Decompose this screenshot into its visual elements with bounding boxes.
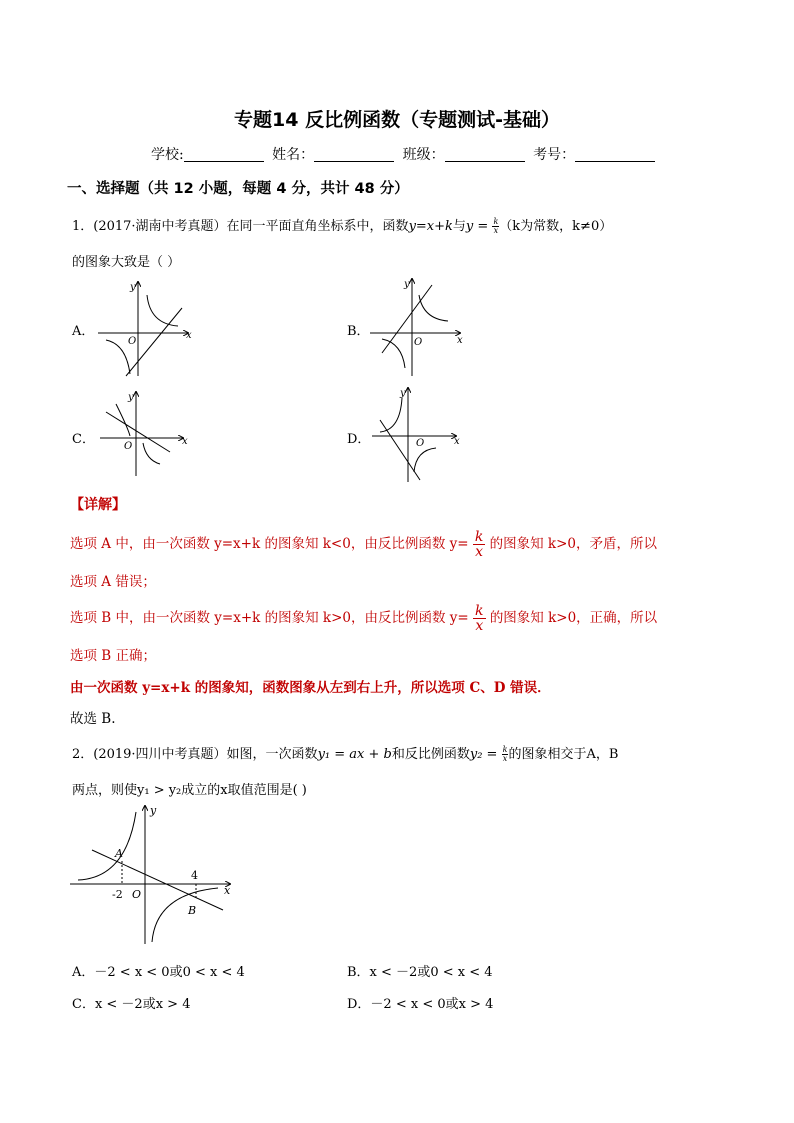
hyperbola-branch-1 <box>419 295 448 321</box>
detail-line-5: 由一次函数 y=x+k 的图象知，函数图象从左到右上升，所以选项 C、D 错误． <box>70 680 551 696</box>
q1-option-c-label[interactable]: C． <box>72 432 95 447</box>
school-label: 学校: <box>151 147 184 163</box>
question-1-line-2: 的图象大致是（ ） <box>72 255 181 270</box>
page-title: 专题14 反比例函数（专题测试-基础） <box>234 109 560 131</box>
hyperbola-branch-2 <box>414 448 436 472</box>
origin-label: O <box>124 441 133 452</box>
hyperbola-branch-1 <box>380 398 402 432</box>
q2-option-c[interactable]: C．x < －2或x > 4 <box>72 997 191 1012</box>
q1-graph-d[interactable] <box>370 384 465 484</box>
school-field[interactable] <box>184 147 264 162</box>
frac-den: x <box>475 544 484 560</box>
q1-graph-c[interactable] <box>98 388 193 478</box>
point-a-label: A <box>115 847 123 860</box>
x-label: x <box>186 330 192 341</box>
hyperbola-branch-2 <box>382 339 405 368</box>
question-1-line-1 <box>72 215 612 235</box>
detail-line-6: 故选 B. <box>70 711 116 727</box>
origin-label: O <box>128 336 137 347</box>
student-info-line <box>151 144 659 164</box>
q1-graph-a[interactable] <box>96 278 196 378</box>
q2-frac-den: x <box>502 754 508 763</box>
origin-label: O <box>414 337 423 348</box>
q2-text: 2．(2019·四川中考真题）如图，一次函数 <box>72 747 318 762</box>
class-label: 班级： <box>402 147 445 163</box>
q2-graph[interactable] <box>68 802 238 947</box>
origin-label: O <box>132 888 142 901</box>
hyperbola-branch-2 <box>143 443 160 464</box>
q1-formula-linear: y=x+k <box>408 219 453 234</box>
q2-option-d[interactable]: D．－2 < x < 0或x > 4 <box>347 997 494 1012</box>
detail-l1-text-b: 的图象知 k>0，矛盾，所以 <box>489 536 658 552</box>
detail-l1-text-a: 选项 A 中，由一次函数 y=x+k 的图象知 k<0，由反比例函数 y= <box>70 536 469 552</box>
hyperbola-branch-2 <box>152 888 218 942</box>
q1-frac-den: x <box>493 226 499 235</box>
y-label: y <box>130 282 136 293</box>
number-label: 考号： <box>533 147 576 163</box>
question-2-line-1 <box>72 743 618 763</box>
class-field[interactable] <box>445 147 525 162</box>
y-label: y <box>400 388 406 399</box>
detail-l1-fraction <box>473 530 485 559</box>
line-graph <box>382 285 432 353</box>
hyperbola-branch-1 <box>147 295 178 326</box>
x-label: x <box>454 436 460 447</box>
q2-option-a[interactable]: A．－2 < x < 0或0 < x < 4 <box>72 965 245 980</box>
q1-option-d-label[interactable]: D． <box>347 432 371 447</box>
q2-text-tail: 的图象相交于A，B <box>508 747 619 762</box>
q1-text-tail: （k为常数，k≠0） <box>499 219 613 234</box>
hyperbola-branch-2 <box>106 340 130 374</box>
y-label: y <box>150 804 157 817</box>
detail-line-3 <box>70 604 657 633</box>
frac-num: k <box>474 529 484 545</box>
detail-l3-text-a: 选项 B 中，由一次函数 y=x+k 的图象知 k>0，由反比例函数 y= <box>70 610 469 626</box>
question-2-line-2: 两点，则使y₁ > y₂成立的x取值范围是( ) <box>72 783 307 798</box>
hyperbola-branch-1 <box>78 812 136 880</box>
q1-text: 1．(2017·湖南中考真题）在同一平面直角坐标系中，函数 <box>72 219 409 234</box>
x-label: x <box>182 436 188 447</box>
line-graph <box>106 412 170 452</box>
q2-frac-num: k <box>502 745 508 754</box>
q1-option-b-label[interactable]: B． <box>347 324 370 339</box>
x-label: x <box>224 884 231 897</box>
detail-heading: 【详解】 <box>70 497 126 513</box>
y-label: y <box>128 392 134 403</box>
detail-l3-text-b: 的图象知 k>0，正确，所以 <box>489 610 658 626</box>
name-field[interactable] <box>314 147 394 162</box>
q1-text-mid: 与 <box>452 219 466 234</box>
line-graph <box>92 850 223 910</box>
q1-graph-b[interactable] <box>368 273 468 378</box>
number-field[interactable] <box>575 147 655 162</box>
tick-neg2: -2 <box>112 888 123 901</box>
point-b-label: B <box>188 904 197 917</box>
detail-line-4: 选项 B 正确； <box>70 648 157 664</box>
q1-frac-num: k <box>493 217 499 226</box>
y-label: y <box>404 279 410 290</box>
q1-formula-lhs: y = <box>465 219 489 234</box>
q2-formula-lhs: y₂ = <box>469 747 498 762</box>
q2-option-b[interactable]: B．x < －2或0 < x < 4 <box>347 965 493 980</box>
frac-num: k <box>475 603 484 619</box>
tick-4: 4 <box>191 869 198 882</box>
detail-line-1 <box>70 530 657 559</box>
detail-line-2: 选项 A 错误； <box>70 574 156 590</box>
q1-option-a-label[interactable]: A． <box>72 324 95 339</box>
line-graph <box>380 420 420 480</box>
name-label: 姓名： <box>272 147 315 163</box>
frac-den: x <box>475 618 484 634</box>
section-heading: 一、选择题（共 12 小题，每题 4 分，共计 48 分） <box>67 181 409 197</box>
q2-formula-linear: y₁ = ax + b <box>317 747 392 762</box>
origin-label: O <box>416 438 425 449</box>
q2-text-mid: 和反比例函数 <box>391 747 470 762</box>
detail-l3-fraction <box>473 604 485 633</box>
x-label: x <box>457 335 463 346</box>
